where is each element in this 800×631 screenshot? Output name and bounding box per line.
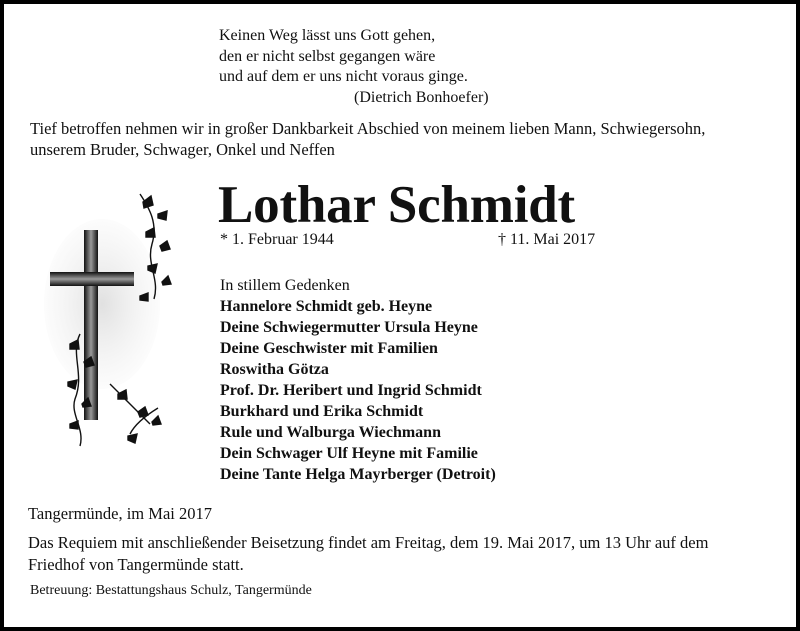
mourner-entry: Prof. Dr. Heribert und Ingrid Schmidt xyxy=(220,382,482,399)
mourner-entry: Dein Schwager Ulf Heyne mit Familie xyxy=(220,445,478,462)
birth-date: * 1. Februar 1944 xyxy=(220,231,334,248)
place-and-date: Tangermünde, im Mai 2017 xyxy=(28,504,212,523)
mourner-entry: Burkhard und Erika Schmidt xyxy=(220,403,424,420)
mourner-entry: Rule und Walburga Wiechmann xyxy=(220,424,441,441)
mourner-entry: Deine Schwiegermutter Ursula Heyne xyxy=(220,319,478,336)
requiem-notice xyxy=(28,532,708,575)
mourner-entry: Hannelore Schmidt geb. Heyne xyxy=(220,298,433,315)
mourner-entry: Deine Tante Helga Mayrberger (Detroit) xyxy=(220,466,496,483)
obituary-card xyxy=(4,4,796,627)
intro-line: unserem Bruder, Schwager, Onkel und Neffen xyxy=(30,140,335,159)
funeral-home-note: Betreuung: Bestattungshaus Schulz, Tangermünde xyxy=(30,583,312,598)
intro-line: Tief betroffen nehmen wir in großer Dankbarkeit Abschied von meinem lieben Mann, Schwiegersohn, xyxy=(30,119,706,138)
quote-line: und auf dem er uns nicht voraus ginge. xyxy=(219,68,468,85)
quote-line: den er nicht selbst gegangen wäre xyxy=(219,47,436,65)
intro-text xyxy=(30,118,705,160)
quote-line: Keinen Weg lässt uns Gott gehen, xyxy=(219,27,436,44)
deceased-name: Lothar Schmidt xyxy=(218,176,575,234)
requiem-line: Das Requiem mit anschließender Beisetzung findet am Freitag, dem 19. Mai 2017, um 13 Uhr auf dem xyxy=(28,533,709,552)
mourners-heading: In stillem Gedenken xyxy=(220,277,350,294)
requiem-line: Friedhof von Tangermünde statt. xyxy=(28,554,244,574)
cross-with-ivy-icon xyxy=(40,184,190,454)
mourners-list xyxy=(220,275,496,485)
quote-author: (Dietrich Bonhoefer) xyxy=(354,88,489,106)
bonhoeffer-quote xyxy=(219,26,489,108)
death-date: † 11. Mai 2017 xyxy=(498,231,596,248)
mourner-entry: Deine Geschwister mit Familien xyxy=(220,340,438,357)
mourner-entry: Roswitha Götza xyxy=(220,361,329,378)
